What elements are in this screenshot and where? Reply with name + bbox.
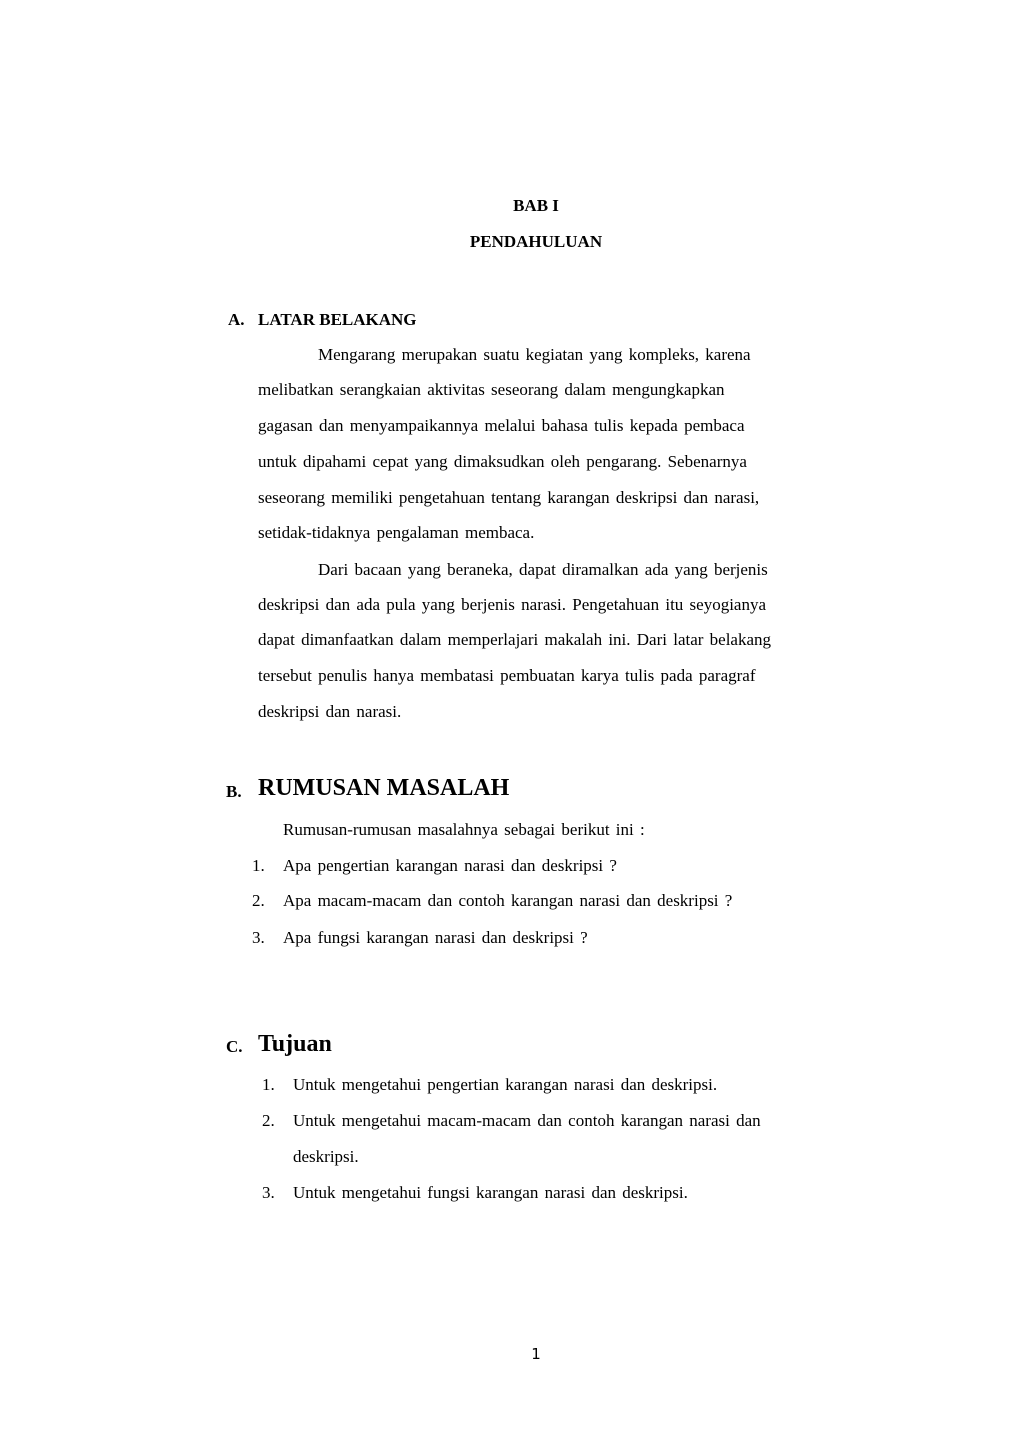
page-number: 1 <box>531 1345 541 1363</box>
paragraph-line: dapat dimanfaatkan dalam memperlajari makalah ini. Dari latar belakang <box>258 630 772 649</box>
list-item-continuation: deskripsi. <box>293 1147 359 1166</box>
paragraph-line: deskripsi dan narasi. <box>258 702 402 721</box>
paragraph-line: melibatkan serangkaian aktivitas seseorang dalam mengungkapkan <box>258 380 725 399</box>
section-letter: B. <box>226 782 242 801</box>
list-item: Untuk mengetahui pengertian karangan narasi dan deskripsi. <box>293 1075 718 1094</box>
list-item: Apa fungsi karangan narasi dan deskripsi ? <box>283 928 588 947</box>
list-item: Untuk mengetahui fungsi karangan narasi dan deskripsi. <box>293 1183 688 1202</box>
list-item-number: 1. <box>262 1075 275 1094</box>
chapter-number: BAB I <box>513 196 559 215</box>
list-item: Untuk mengetahui macam-macam dan contoh karangan narasi dan <box>293 1111 761 1130</box>
section-title: Tujuan <box>258 1031 332 1057</box>
list-item-number: 2. <box>262 1111 275 1130</box>
list-item: Apa macam-macam dan contoh karangan narasi dan deskripsi ? <box>283 891 733 910</box>
section-letter: A. <box>228 310 245 329</box>
paragraph-line: deskripsi dan ada pula yang berjenis narasi. Pengetahuan itu seyogianya <box>258 595 767 614</box>
paragraph-line: untuk dipahami cepat yang dimaksudkan oleh pengarang. Sebenarnya <box>258 452 747 471</box>
paragraph-line: Dari bacaan yang beraneka, dapat diramalkan ada yang berjenis <box>318 560 768 579</box>
section-letter: C. <box>226 1037 243 1056</box>
paragraph-line: gagasan dan menyampaikannya melalui bahasa tulis kepada pembaca <box>258 416 745 435</box>
section-title: LATAR BELAKANG <box>258 310 417 329</box>
list-item-number: 1. <box>252 856 265 875</box>
intro-text: Rumusan-rumusan masalahnya sebagai berikut ini : <box>283 820 645 839</box>
list-item-number: 3. <box>262 1183 275 1202</box>
paragraph-line: seseorang memiliki pengetahuan tentang karangan deskripsi dan narasi, <box>258 488 760 507</box>
list-item-number: 3. <box>252 928 265 947</box>
chapter-title: PENDAHULUAN <box>469 232 603 251</box>
paragraph-line: setidak-tidaknya pengalaman membaca. <box>258 523 535 542</box>
paragraph-line: tersebut penulis hanya membatasi pembuatan karya tulis pada paragraf <box>258 666 756 685</box>
section-title: RUMUSAN MASALAH <box>258 775 510 801</box>
list-item-number: 2. <box>252 891 265 910</box>
list-item: Apa pengertian karangan narasi dan deskripsi ? <box>283 856 617 875</box>
paragraph-line: Mengarang merupakan suatu kegiatan yang kompleks, karena <box>318 345 751 364</box>
